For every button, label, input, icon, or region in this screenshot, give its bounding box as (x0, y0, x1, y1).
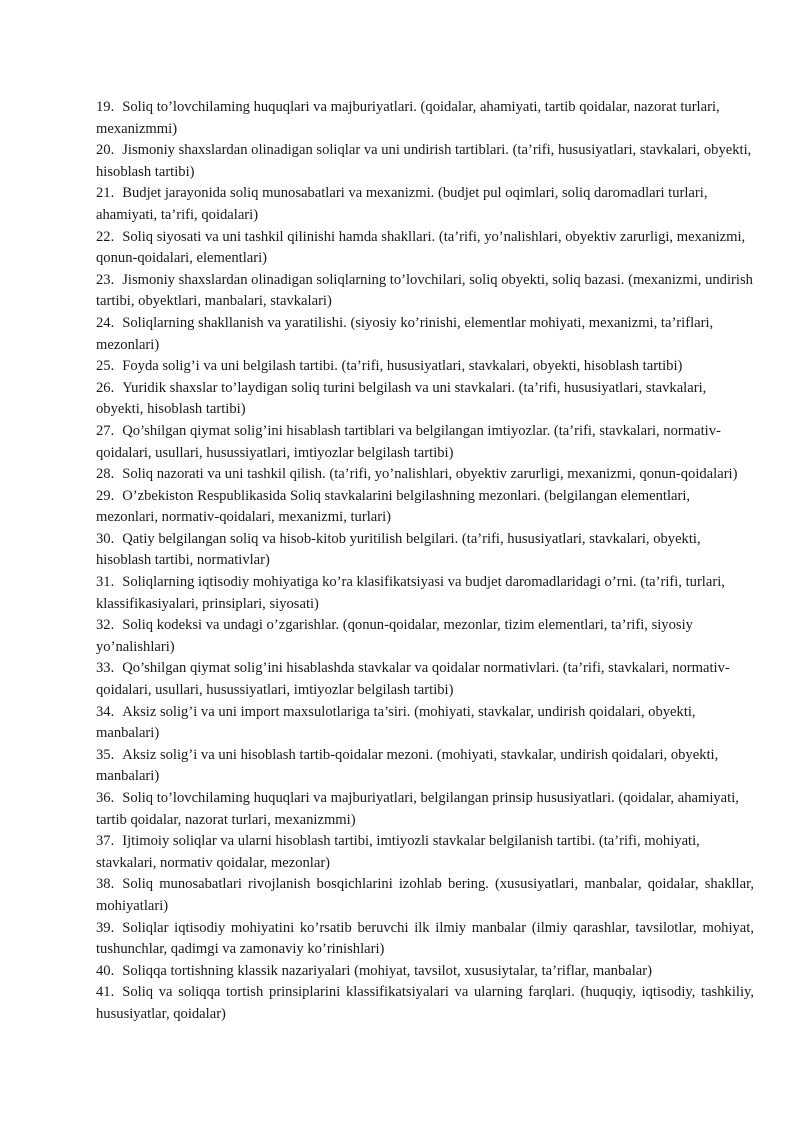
list-item (96, 572, 754, 615)
item-text: Qo’shilgan qiymat solig’ini hisablash tartiblari va belgilangan imtiyozlar. (ta’rifi, stavkalari, normativ-qoidalari, usullari, husussiyatlari, imtiyozlar belgilash tartibi) (96, 422, 721, 461)
list-item (96, 615, 754, 658)
list-item (96, 831, 754, 874)
item-number: 28. (96, 466, 115, 483)
list-item (96, 313, 754, 356)
list-item (96, 183, 754, 226)
item-text: O’zbekiston Respublikasida Soliq stavkalarini belgilashning mezonlari. (belgilangan elementlari, mezonlari, normativ-qoidalari, mexanizmi, turlari) (96, 487, 691, 526)
item-number: 30. (96, 530, 115, 547)
item-text: Aksiz solig’i va uni import maxsulotlariga ta’siri. (mohiyati, stavkalar, undirish qoidalari, obyekti, manbalari) (96, 703, 696, 742)
item-text: Budjet jarayonida soliq munosabatlari va mexanizmi. (budjet pul oqimlari, soliq daromadlari turlari, ahamiyati, ta’rifi, qoidalari) (96, 185, 708, 223)
list-item (96, 227, 754, 270)
item-number: 32. (96, 617, 115, 634)
list-item (96, 702, 754, 745)
item-number: 27. (96, 422, 115, 439)
list-item (96, 486, 754, 529)
list-item (96, 140, 754, 183)
item-number: 24. (96, 314, 115, 331)
list-item (96, 97, 754, 140)
list-item (96, 658, 754, 701)
list-item (96, 961, 754, 983)
item-number: 25. (96, 358, 115, 375)
item-text: Soliq kodeksi va undagi o’zgarishlar. (qonun-qoidalar, mezonlar, tizim elementlari, ta’rifi, siyosiy yo’nalishlari) (96, 617, 693, 655)
list-item (96, 982, 754, 1025)
list-item (96, 464, 754, 486)
item-number: 20. (96, 142, 115, 159)
item-number: 22. (96, 228, 115, 245)
item-text: Soliqlar iqtisodiy mohiyatini ko’rsatib beruvchi ilk ilmiy manbalar (ilmiy qarashlar, tavsilotlar, mohiyat, tushunchlar, qadimgi va zamonaviy ko’rinishlari) (96, 919, 754, 958)
list-item (96, 378, 754, 421)
list-item (96, 874, 754, 917)
list-item (96, 356, 754, 378)
item-number: 37. (96, 833, 115, 850)
list-item (96, 529, 754, 572)
item-text: Jismoniy shaxslardan olinadigan soliqlar va uni undirish tartiblari. (ta’rifi, hususiyatlari, stavkalari, obyekti, hisoblash tartibi) (96, 142, 752, 180)
document-page (96, 97, 754, 1026)
item-number: 41. (96, 984, 115, 1001)
item-number: 23. (96, 271, 115, 288)
item-text: Qatiy belgilangan soliq va hisob-kitob yuritilish belgilari. (ta’rifi, hususiyatlari, stavkalari, obyekti, hisoblash tartibi, normativlar) (96, 530, 701, 569)
item-text: Soliq siyosati va uni tashkil qilinishi hamda shakllari. (ta’rifi, yo’nalishlari, obyektiv zarurligi, mexanizmi, qonun-qoidalari, elementlari) (96, 228, 746, 267)
item-number: 29. (96, 487, 115, 504)
item-number: 33. (96, 660, 115, 677)
item-number: 31. (96, 574, 115, 591)
item-number: 38. (96, 876, 115, 893)
item-text: Soliqlarning shakllanish va yaratilishi. (siyosiy ko’rinishi, elementlar mohiyati, mexanizmi, ta’riflari, mezonlari) (96, 314, 714, 353)
item-text: Soliq to’lovchilaming huquqlari va majburiyatlari, belgilangan prinsip hususiyatlari. (qoidalar, ahamiyati, tartib qoidalar, nazorat turlari, mexanizmmi) (96, 790, 739, 828)
item-text: Ijtimoiy soliqlar va ularni hisoblash tartibi, imtiyozli stavkalar belgilanish tartibi. (ta’rifi, mohiyati, stavkalari, normativ qoidalar, mezonlar) (96, 833, 700, 871)
item-number: 21. (96, 185, 115, 202)
item-text: Soliqqa tortishning klassik nazariyalari (mohiyat, tavsilot, xususiytalar, ta’riflar, manbalar) (122, 962, 652, 979)
item-number: 26. (96, 379, 115, 396)
item-number: 40. (96, 962, 115, 979)
item-text: Soliq to’lovchilaming huquqlari va majburiyatlari. (qoidalar, ahamiyati, tartib qoidalar, nazorat turlari, mexanizmmi) (96, 99, 720, 137)
list-item (96, 918, 754, 961)
item-number: 19. (96, 99, 115, 115)
list-item (96, 270, 754, 313)
item-number: 34. (96, 703, 115, 720)
list-item (96, 421, 754, 464)
item-number: 36. (96, 790, 115, 806)
item-text: Soliq nazorati va uni tashkil qilish. (ta’rifi, yo’nalishlari, obyektiv zarurligi, mexanizmi, qonun-qoidalari) (122, 466, 738, 483)
list-item (96, 788, 754, 831)
item-text: Qo’shilgan qiymat solig’ini hisablashda stavkalar va qoidalar normativlari. (ta’rifi, stavkalari, normativ-qoidalari, usullari, husussiyatlari, imtiyozlar belgilash tartibi) (96, 660, 730, 699)
item-number: 39. (96, 919, 115, 936)
item-number: 35. (96, 746, 115, 763)
item-text: Soliq va soliqqa tortish prinsiplarini klassifikatsiyalari va ularning farqlari. (huquqiy, iqtisodiy, tashkiliy, hususiyatlar, qoidalar) (96, 984, 754, 1022)
list-item (96, 745, 754, 788)
item-text: Soliq munosabatlari rivojlanish bosqichlarini izohlab bering. (xususiyatlari, manbalar, qoidalar, shakllar, mohiyatlari) (96, 876, 754, 914)
item-text: Yuridik shaxslar to’laydigan soliq turini belgilash va uni stavkalari. (ta’rifi, hususiyatlari, stavkalari, obyekti, hisoblash tartibi) (96, 379, 707, 418)
item-text: Aksiz solig’i va uni hisoblash tartib-qoidalar mezoni. (mohiyati, stavkalar, undirish qoidalari, obyekti, manbalari) (96, 746, 719, 785)
item-text: Foyda solig’i va uni belgilash tartibi. (ta’rifi, hususiyatlari, stavkalari, obyekti, hisoblash tartibi) (122, 358, 683, 375)
item-text: Soliqlarning iqtisodiy mohiyatiga ko’ra klasifikatsiyasi va budjet daromadlaridagi o’rni. (ta’rifi, turlari, klassifikasiyalari, prinsiplari, siyosati) (96, 574, 725, 612)
item-text: Jismoniy shaxslardan olinadigan soliqlarning to’lovchilari, soliq obyekti, soliq bazasi. (mexanizmi, undirish tartibi, obyektlari, manbalari, stavkalari) (96, 271, 753, 310)
